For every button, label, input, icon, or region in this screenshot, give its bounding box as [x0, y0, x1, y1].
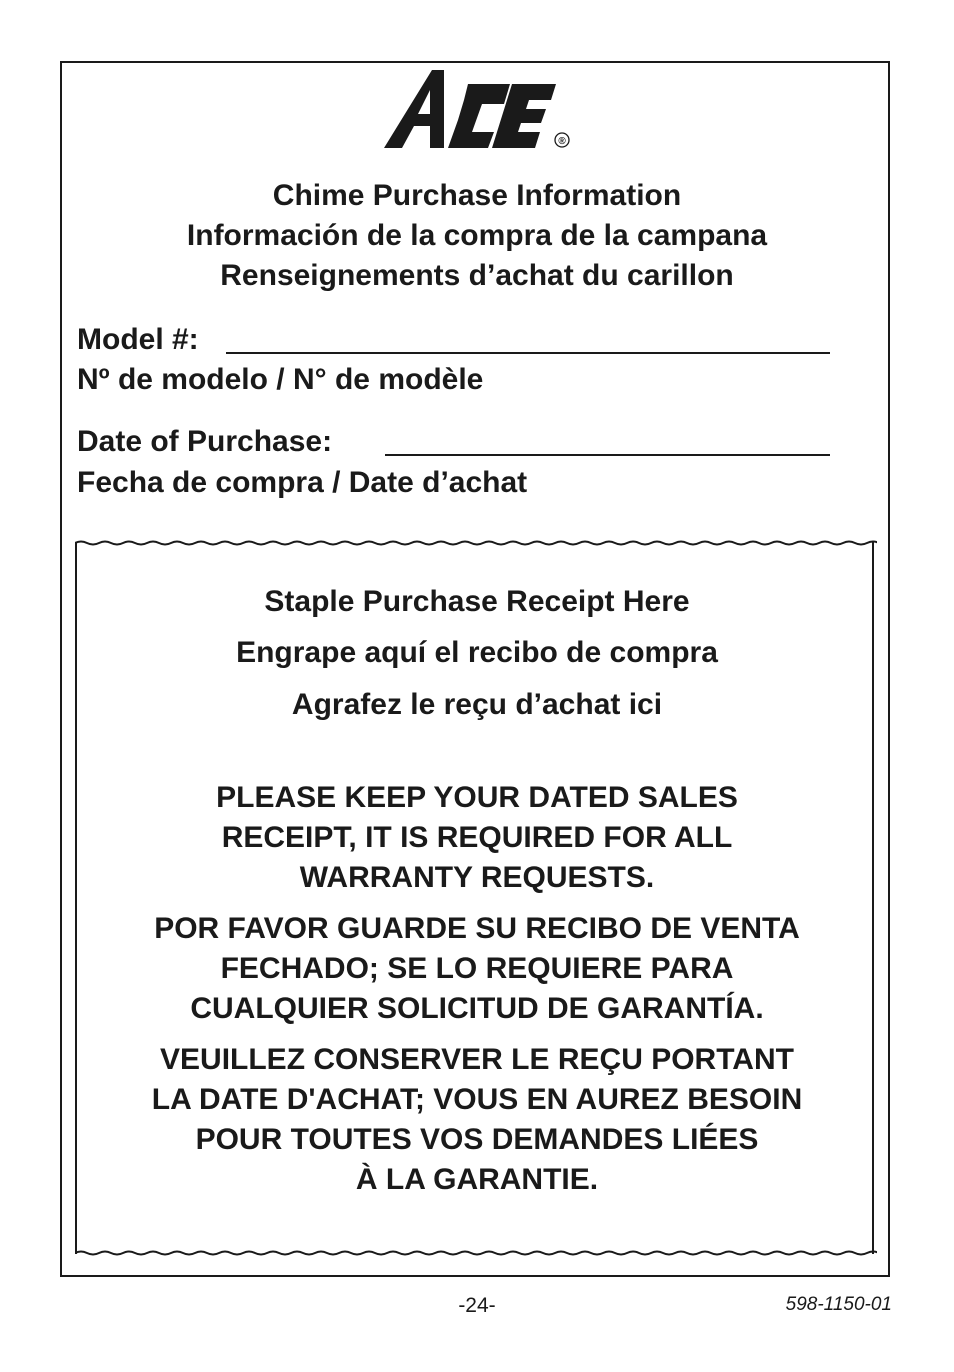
notice-line: FECHADO; SE LO REQUIERE PARA	[220, 952, 734, 985]
title-french: Renseignements d’achat du carillon	[220, 259, 734, 292]
notice-line: PLEASE KEEP YOUR DATED SALES	[216, 781, 738, 814]
staple-french: Agrafez le reçu d’achat ici	[291, 688, 663, 721]
page-number: -24-	[458, 1294, 496, 1317]
staple-english: Staple Purchase Receipt Here	[264, 585, 690, 618]
document-code: 598-1150-01	[785, 1294, 892, 1315]
notice-spanish	[60, 909, 894, 1029]
notice-line: RECEIPT, IT IS REQUIRED FOR ALL	[221, 821, 733, 854]
notice-line: POUR TOUTES VOS DEMANDES LIÉES	[195, 1123, 759, 1156]
staple-spanish: Engrape aquí el recibo de compra	[236, 636, 718, 669]
model-label: Model #:	[77, 323, 199, 356]
wavy-top-edge	[75, 536, 877, 550]
notice-line: WARRANTY REQUESTS.	[299, 861, 655, 894]
title-block	[60, 176, 894, 296]
notice-line: À LA GARANTIE.	[355, 1163, 599, 1196]
notice-english	[60, 778, 894, 898]
notice-line: POR FAVOR GUARDE SU RECIBO DE VENTA	[154, 912, 800, 945]
notice-french	[60, 1040, 894, 1200]
date-translation: Fecha de compra / Date d’achat	[77, 466, 528, 499]
title-english: Chime Purchase Information	[272, 179, 682, 212]
notice-line: CUALQUIER SOLICITUD DE GARANTÍA.	[190, 992, 764, 1025]
registered-mark: ®	[558, 136, 566, 147]
notice-line: VEUILLEZ CONSERVER LE REÇU PORTANT	[160, 1043, 794, 1076]
title-spanish: Información de la compra de la campana	[186, 219, 768, 252]
date-input-line[interactable]	[385, 454, 830, 456]
ace-logo	[384, 68, 574, 150]
date-label: Date of Purchase:	[77, 425, 333, 458]
wavy-bottom-edge	[75, 1246, 877, 1260]
model-input-line[interactable]	[226, 352, 830, 354]
notice-line: LA DATE D'ACHAT; VOUS EN AUREZ BESOIN	[151, 1083, 803, 1116]
model-translation: Nº de modelo / N° de modèle	[77, 363, 484, 396]
